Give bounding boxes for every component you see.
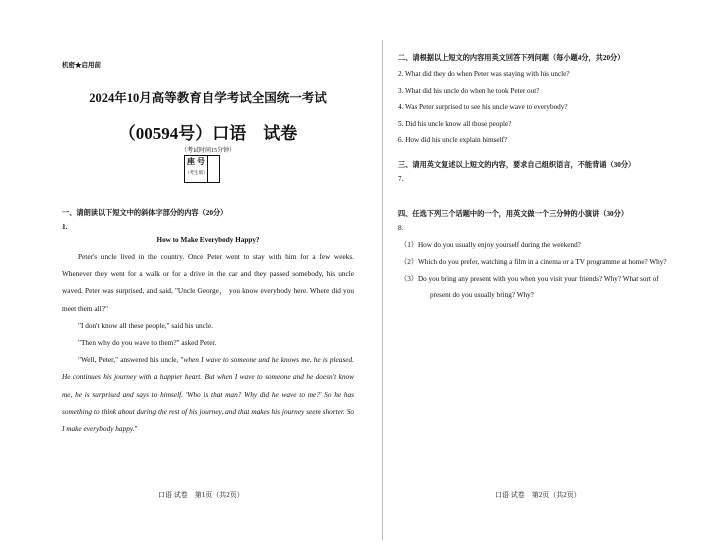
paragraph-lead: "Well, Peter," answered his uncle, " — [78, 355, 184, 365]
italic-reading-text: when I wave to someone and he knows me, he is pleased. He continues his journey with a happier heart. But when I wave to someone and he doesn't know me, he is surprised and says to himself. 'Who is that man? Why did he wave to me?' So he has something to think about during the rest of his journey, and that makes his journey seem shorter. So I make everybody happy. — [62, 355, 354, 434]
page-footer: 口语 试卷 第2页（共2页） — [495, 491, 581, 499]
paragraph: "Then why do you wave to them?" asked Peter. — [78, 338, 217, 348]
secret-label: 机密★启用前 — [62, 62, 101, 69]
page-footer: 口语 试卷 第1页（共2页） — [158, 491, 244, 499]
question-number: 1. — [62, 223, 68, 231]
topic: （2）Which do you prefer, watching a film in a cinema or a TV programme at home? Why? — [400, 258, 667, 266]
question: 2. What did they do when Peter was staying with his uncle? — [398, 70, 570, 78]
question: 4. Was Peter surprised to see his uncle wave to everybody? — [398, 103, 568, 111]
question: 3. What did his uncle do when he took Peter out? — [398, 86, 540, 95]
exam-duration: （考试时间15分钟） — [180, 148, 235, 154]
page-divider — [382, 40, 383, 540]
seat-label: 座 号 — [187, 157, 205, 166]
passage-title: How to Make Everybody Happy? — [156, 236, 260, 244]
paper-title: （00594号）口语 试卷 — [118, 124, 298, 143]
topic: （3）Do you bring any present with you when you visit your friends? Why? What sort of — [400, 275, 659, 283]
section2-heading: 二、请根据以上短文的内容用英文回答下列问题（每小题4分，共20分） — [398, 54, 625, 62]
passage — [62, 248, 354, 437]
paragraph-italic — [62, 351, 354, 437]
paragraph-end: " — [134, 424, 138, 434]
section1-heading: 一、请朗读以下短文中的斜体字部分的内容（20分） — [62, 209, 228, 217]
paragraph: "I don't know all these people," said his uncle. — [78, 320, 213, 330]
exam-title: 2024年10月高等教育自学考试全国统一考试 — [89, 91, 327, 105]
section4-heading: 四、任选下列三个话题中的一个，用英文做一个三分钟的小演讲（30分） — [398, 210, 629, 218]
topic: （1）How do you usually enjoy yourself during the weekend? — [400, 241, 581, 249]
seat-number-box — [184, 155, 220, 183]
question-number: 8. — [398, 224, 404, 232]
question-number: 7. — [398, 175, 404, 183]
question: 5. Did his uncle know all those people? — [398, 119, 512, 128]
seat-number-field[interactable] — [208, 156, 219, 182]
paragraph: Peter's uncle lived in the country. Once Peter went to stay with him for a few weeks. Whenever they went for a walk or for a drive in the car and they passed somebody, his uncle waved. Peter was surprised, and said, "Uncle George， you know everybody here. Where did you meet them all?" — [62, 252, 354, 313]
topic-continued: present do you usually bring? Why? — [430, 291, 534, 299]
seat-sublabel: （考生填） — [185, 170, 208, 175]
question: 6. How did his uncle explain himself? — [398, 136, 508, 144]
section3-heading: 三、请用英文复述以上短文的内容，要求自己组织语言，不能背诵（30分） — [398, 161, 636, 169]
